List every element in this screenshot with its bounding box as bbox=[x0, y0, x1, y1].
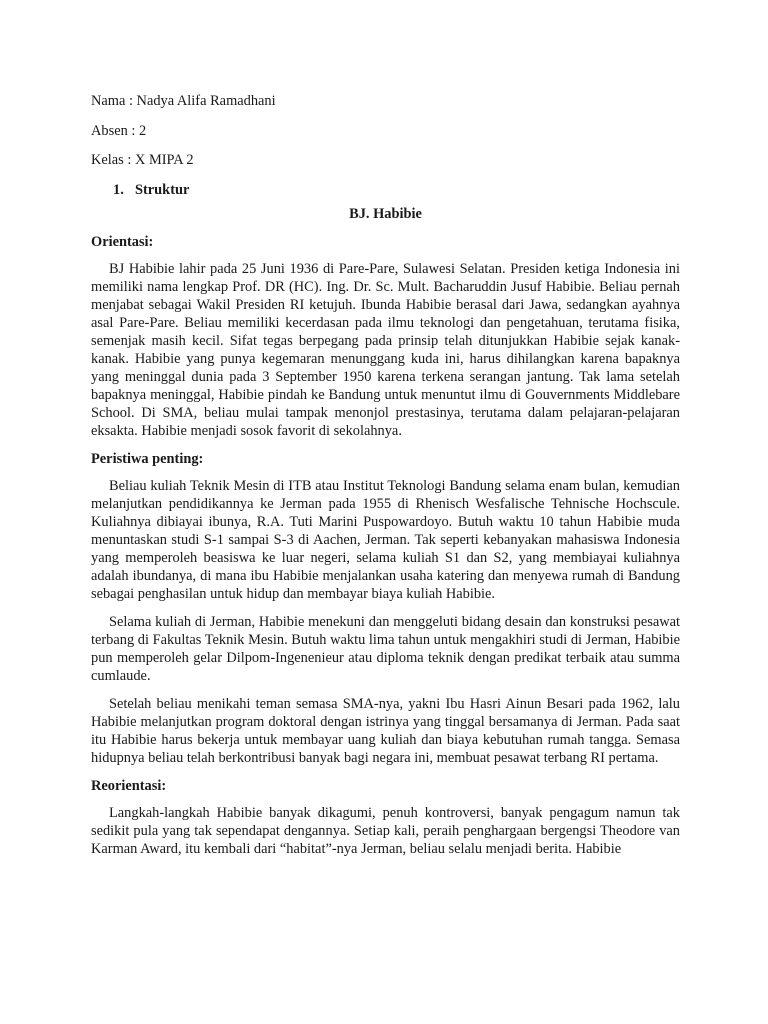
document-body bbox=[91, 92, 680, 858]
paragraph-orientasi-1: BJ Habibie lahir pada 25 Juni 1936 di Pare-Pare, Sulawesi Selatan. Presiden ketiga Indonesia ini memiliki nama lengkap Prof. DR (HC). Ing. Dr. Sc. Mult. Bacharuddin Jusuf Habibie. Beliau pernah menjabat sebagai Wakil Presiden RI ketujuh. Ibunda Habibie berasal dari Jawa, sedangkan ayahnya asal Pare-Pare. Beliau memiliki kecerdasan pada ilmu teknologi dan pengetahuan, terutama fisika, semenjak masih kecil. Sifat tegas berpegang pada prinsip telah ditunjukkan Habibie sejak kanak-kanak. Habibie yang punya kegemaran menunggang kuda ini, harus dihilangkan karena bapaknya yang meninggal dunia pada 3 September 1950 karena terkena serangan jantung. Tak lama setelah bapaknya meninggal, Habibie pindah ke Bandung untuk menuntut ilmu di Gouvernments Middlebare School. Di SMA, beliau mulai tampak menonjol prestasinya, terutama dalam pelajaran-pelajaran eksakta. Habibie menjadi sosok favorit di sekolahnya. bbox=[91, 260, 680, 439]
paragraph-peristiwa-3: Setelah beliau menikahi teman semasa SMA-nya, yakni Ibu Hasri Ainun Besari pada 1962, lalu Habibie melanjutkan program doktoral dengan istrinya yang tinggal bersamanya di Jerman. Pada saat itu Habibie harus bekerja untuk membayar uang kuliah dan biaya kebutuhan rumah tangga. Semasa hidupnya beliau telah berkontribusi banyak bagi negara ini, membuat pesawat terbang RI pertama. bbox=[91, 695, 680, 766]
document-title: BJ. Habibie bbox=[349, 205, 422, 222]
student-kelas-line: Kelas : X MIPA 2 bbox=[91, 152, 194, 168]
list-number: 1. bbox=[113, 181, 124, 198]
section-heading-peristiwa: Peristiwa penting: bbox=[91, 450, 204, 467]
paragraph-peristiwa-2: Selama kuliah di Jerman, Habibie menekuni dan menggeluti bidang desain dan konstruksi pesawat terbang di Fakultas Teknik Mesin. Butuh waktu lima tahun untuk mengakhiri studi di Jerman, Habibie pun memperoleh gelar Dilpom-Ingenenieur atau diploma teknik dengan predikat terbaik atau summa cumlaude. bbox=[91, 613, 680, 684]
list-label: Struktur bbox=[135, 181, 190, 198]
student-name-line: Nama : Nadya Alifa Ramadhani bbox=[91, 93, 276, 109]
section-heading-reorientasi: Reorientasi: bbox=[91, 777, 167, 794]
numbered-heading bbox=[91, 181, 680, 199]
student-absen-line: Absen : 2 bbox=[91, 122, 147, 139]
section-heading-orientasi: Orientasi: bbox=[91, 233, 154, 250]
paragraph-peristiwa-1: Beliau kuliah Teknik Mesin di ITB atau Institut Teknologi Bandung selama enam bulan, kemudian melanjutkan pendidikannya ke Jerman pada 1955 di Rhenisch Wesfalische Tehnische Hochscule. Kuliahnya dibiayai ibunya, R.A. Tuti Marini Puspowardoyo. Butuh waktu 10 tahun Habibie muda menuntaskan studi S-1 sampai S-3 di Aachen, Jerman. Tak seperti kebanyakan mahasiswa Indonesia yang memperoleh beasiswa ke luar negeri, selama kuliah S1 dan S2, yang membiayai kuliahnya adalah ibundanya, di mana ibu Habibie menjalankan usaha katering dan menyewa rumah di Bandung sebagai penghasilan untuk hidup dan membayar biaya kuliah Habibie. bbox=[91, 477, 680, 602]
paragraph-reorientasi-1: Langkah-langkah Habibie banyak dikagumi, penuh kontroversi, banyak pengagum namun tak sedikit pula yang tak sependapat dengannya. Setiap kali, peraih penghargaan bergengsi Theodore van Karman Award, itu kembali dari “habitat”-nya Jerman, beliau selalu menjadi berita. Habibie bbox=[91, 804, 680, 857]
